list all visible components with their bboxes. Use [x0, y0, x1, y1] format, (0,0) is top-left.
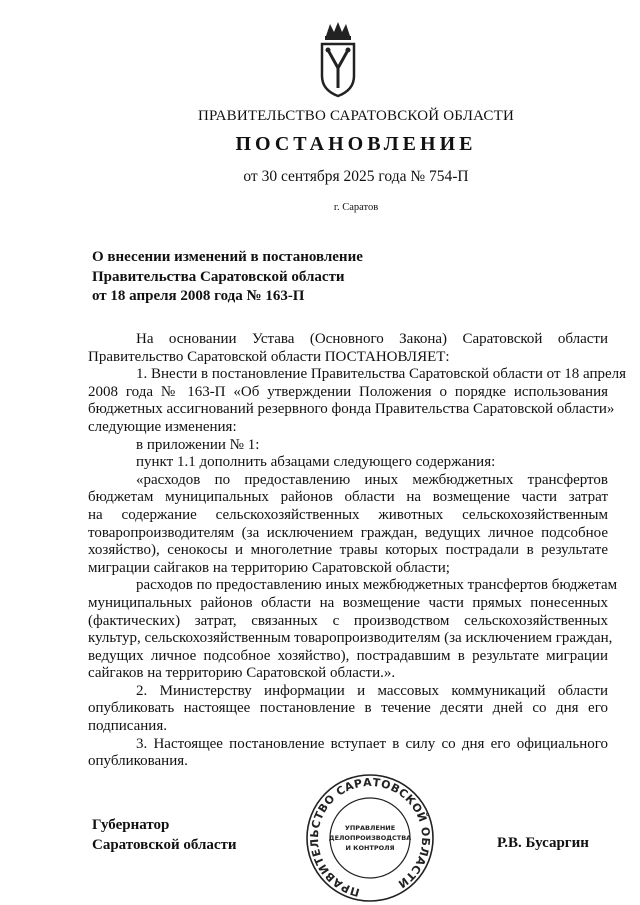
stamp-inner-line: И КОНТРОЛЯ [345, 844, 395, 852]
body-line: На основании Устава (Основного Закона) Саратовской области [136, 331, 608, 347]
position-line: Губернатор [92, 817, 170, 833]
heading-line: от 18 апреля 2008 года № 163-П [92, 288, 305, 304]
signatory-position [92, 816, 237, 855]
body-line: 3. Настоящее постановление вступает в силу со дня его официального [136, 735, 608, 752]
body-line: культур, сельскохозяйственным товаропроизводителям (за исключением граждан, [88, 630, 613, 647]
body-line: следующие изменения: [88, 418, 237, 435]
body-line: бюджетам муниципальных районов области на возмещение части затрат [88, 489, 608, 506]
body-line: Правительство Саратовской области ПОСТАНОВЛЯЕТ: [88, 348, 450, 365]
signatory-name: Р.В. Бусаргин [497, 835, 589, 851]
body-line: подписания. [88, 718, 167, 735]
body-line: расходов по предоставлению иных межбюджетных трансфертов бюджетам [136, 577, 618, 594]
body-line: 2. Министерству информации и массовых коммуникаций области [136, 682, 608, 699]
body-line: опубликования. [88, 753, 188, 770]
body-line: ведущих личное подсобное хозяйство), пострадавшим в результате миграции [88, 647, 608, 664]
body-line: 2008 года № 163-П «Об утверждении Положения о порядке использования [88, 383, 608, 400]
body-line: бюджетных ассигнований резервного фонда Правительства Саратовской области» [88, 401, 615, 418]
body-line: опубликовать настоящее постановление в течение десяти дней со дня его [88, 700, 608, 717]
document-heading [92, 248, 363, 307]
document-date-number: от 30 сентября 2025 года № 754-П [243, 168, 469, 185]
body-line: пункт 1.1 дополнить абзацами следующего содержания: [136, 454, 496, 471]
position-line: Саратовской области [92, 836, 237, 853]
stamp-inner-line: УПРАВЛЕНИЕ [344, 824, 396, 832]
heading-line: Правительства Саратовской области [92, 268, 345, 285]
coat-of-arms-icon [318, 18, 358, 98]
document-type: ПОСТАНОВЛЕНИЕ [235, 133, 477, 155]
body-line: 1. Внести в постановление Правительства Саратовской области от 18 апреля [136, 366, 627, 383]
body-line: на содержание сельскохозяйственных животных сельскохозяйственным [88, 506, 608, 523]
body-line: миграции сайгаков на территорию Саратовской области; [88, 559, 450, 576]
official-stamp [300, 772, 440, 904]
body-line: (фактических) затрат, связанных с производством сельскохозяйственных [88, 612, 608, 629]
body-line: хозяйство), сенокосы и многолетние травы которых пострадали в результате [88, 542, 608, 559]
stamp-inner-line: ДЕЛОПРОИЗВОДСТВА [328, 834, 412, 842]
body-line: сайгаков на территорию Саратовской области.». [88, 665, 396, 682]
body-line: товаропроизводителям (за исключением граждан, ведущих личное подсобное [88, 524, 608, 541]
body-line: муниципальных районов области на возмещение части прямых понесенных [88, 594, 608, 611]
body-line: «расходов по предоставлению иных межбюджетных трансфертов [136, 471, 608, 488]
document-city: г. Саратов [333, 202, 379, 213]
document-body [88, 331, 627, 771]
stamp-ring-text: ПРАВИТЕЛЬСТВО САРАТОВСКОЙ ОБЛАСТИ [307, 775, 433, 899]
body-line: в приложении № 1: [136, 436, 260, 453]
organization-title: ПРАВИТЕЛЬСТВО САРАТОВСКОЙ ОБЛАСТИ [197, 108, 515, 124]
heading-line: О внесении изменений в постановление [92, 249, 363, 265]
